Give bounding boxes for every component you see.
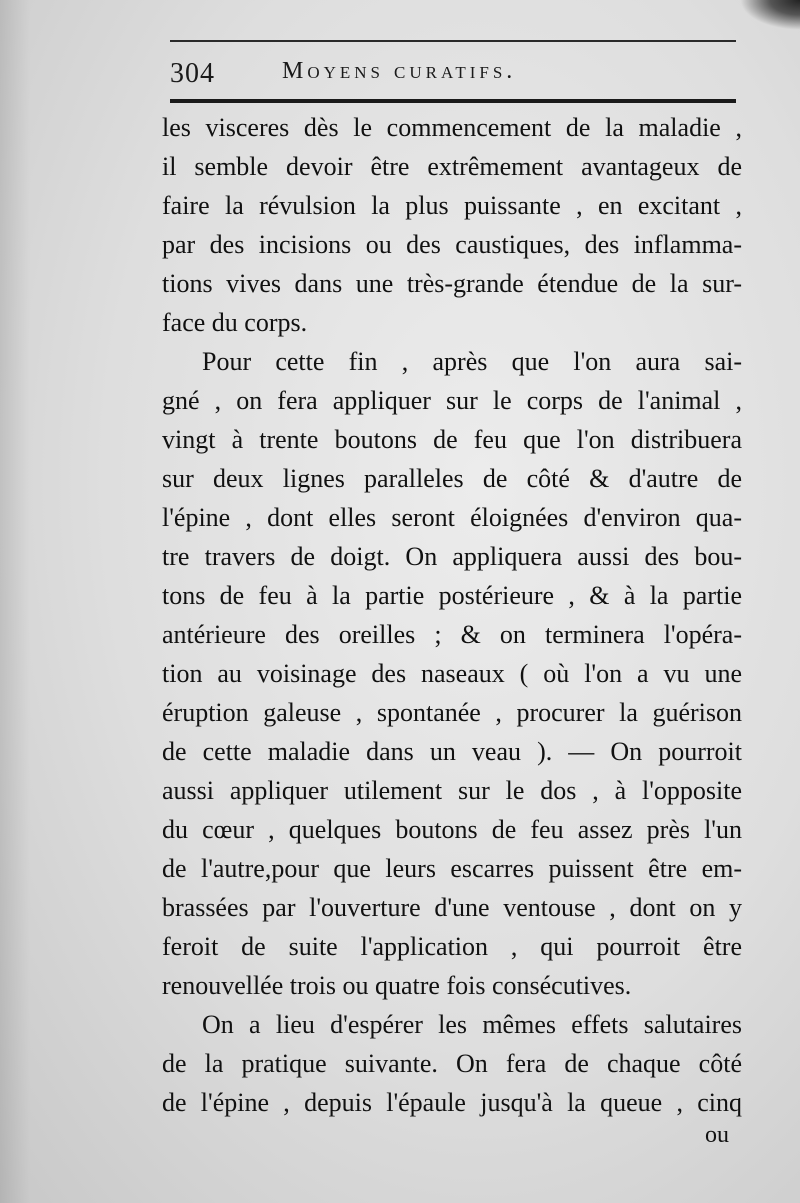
- paragraph-start-line: On a lieu d'espérer les mêmes effets salutaires: [202, 1010, 742, 1039]
- text-line: faire la révulsion la plus puissante , en excitant ,: [162, 191, 742, 220]
- text-line: face du corps.: [162, 308, 308, 337]
- text-line: de la pratique suivante. On fera de chaque côté: [162, 1049, 742, 1078]
- text-line: antérieure des oreilles ; & on terminera l'opéra-: [162, 620, 742, 649]
- paragraph-start-line: Pour cette fin , après que l'on aura sai-: [202, 347, 742, 376]
- text-line: tre travers de doigt. On appliquera aussi des bou-: [162, 542, 742, 571]
- text-line: aussi appliquer utilement sur le dos , à l'opposite: [162, 776, 742, 805]
- text-line: vingt à trente boutons de feu que l'on distribuera: [162, 425, 742, 454]
- text-line: du cœur , quelques boutons de feu assez près l'un: [162, 815, 742, 844]
- text-line: éruption galeuse , spontanée , procurer la guérison: [162, 698, 742, 727]
- text-line: il semble devoir être extrêmement avantageux de: [162, 152, 742, 181]
- text-line: tion au voisinage des naseaux ( où l'on a vu une: [162, 659, 742, 688]
- text-line: renouvellée trois ou quatre fois consécutives.: [162, 971, 632, 1000]
- text-line: de cette maladie dans un veau ). — On pourroit: [162, 737, 742, 766]
- running-head: Moyens curatifs.: [282, 58, 517, 84]
- catchword: ou: [705, 1122, 729, 1148]
- text-line: feroit de suite l'application , qui pourroit être: [162, 932, 742, 961]
- text-line: de l'épine , depuis l'épaule jusqu'à la queue , cinq: [162, 1088, 742, 1117]
- text-line: brassées par l'ouverture d'une ventouse , dont on y: [162, 893, 742, 922]
- page-number: 304: [170, 58, 215, 89]
- text-line: tions vives dans une très-grande étendue de la sur-: [162, 269, 742, 298]
- text-line: gné , on fera appliquer sur le corps de l'animal ,: [162, 386, 742, 415]
- text-line: par des incisions ou des caustiques, des inflamma-: [162, 230, 742, 259]
- page-edge-shadow: [0, 0, 30, 1203]
- text-line: les visceres dès le commencement de la maladie ,: [162, 113, 742, 142]
- header-rule-top: [170, 40, 736, 42]
- header-rule-bottom: [170, 99, 736, 103]
- text-line: tons de feu à la partie postérieure , & à la partie: [162, 581, 742, 610]
- text-line: l'épine , dont elles seront éloignées d'environ qua-: [162, 503, 742, 532]
- corner-shadow: [740, 0, 800, 30]
- text-line: de l'autre,pour que leurs escarres puissent être em-: [162, 854, 742, 883]
- text-line: sur deux lignes paralleles de côté & d'autre de: [162, 464, 742, 493]
- body-text: [162, 108, 742, 1122]
